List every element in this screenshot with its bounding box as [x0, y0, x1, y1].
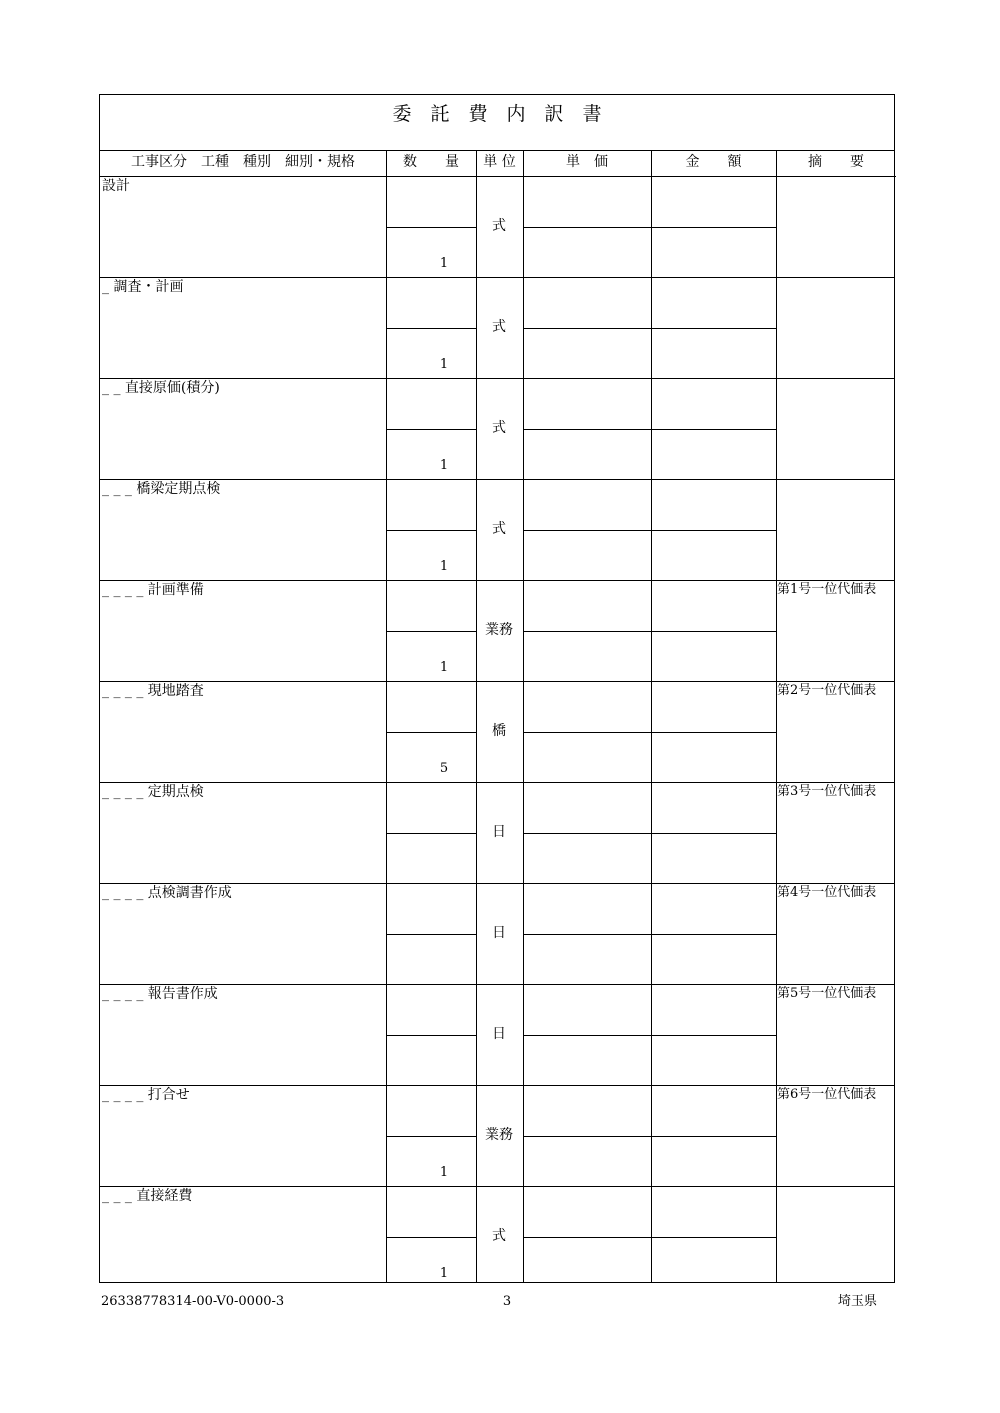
quantity-value: 1 — [439, 357, 449, 372]
remark-value: 第1号一位代価表 — [777, 582, 877, 597]
table-body — [100, 177, 894, 1282]
quantity-divider — [387, 1136, 476, 1137]
quantity-divider — [387, 1237, 476, 1238]
unit-value: 業務 — [485, 622, 513, 638]
quantity-divider — [387, 833, 476, 834]
item-name: _ _ _ _ 計画準備 — [102, 582, 204, 598]
quantity-divider — [387, 328, 476, 329]
unit-value: 式 — [492, 420, 506, 436]
table-row — [100, 884, 894, 985]
unit-value: 業務 — [485, 1127, 513, 1143]
table-row — [100, 1187, 894, 1288]
unit-value: 式 — [492, 1228, 506, 1244]
document-code: 26338778314-00-V0-0000-3 — [101, 1294, 285, 1309]
item-name: _ 調査・計画 — [102, 279, 184, 295]
header-item: 工事区分 工種 種別 細別・規格 — [100, 151, 386, 177]
table-row — [100, 985, 894, 1086]
table-row — [100, 1086, 894, 1187]
price-divider — [524, 530, 776, 531]
quantity-value: 1 — [439, 256, 449, 271]
header-quantity: 数 量 — [386, 151, 476, 177]
quantity-divider — [387, 631, 476, 632]
item-name: _ _ 直接原価(積分) — [102, 380, 220, 396]
quantity-value: 1 — [439, 458, 449, 473]
item-name: _ _ _ _ 現地踏査 — [102, 683, 204, 699]
column-divider — [651, 151, 652, 1282]
document-title: 委託費内訳書 — [392, 103, 621, 125]
table-row — [100, 480, 894, 581]
unit-value: 橋 — [492, 723, 506, 739]
price-divider — [524, 1035, 776, 1036]
table-row — [100, 177, 894, 278]
remark-value: 第6号一位代価表 — [777, 1087, 877, 1102]
price-divider — [524, 1237, 776, 1238]
price-divider — [524, 328, 776, 329]
quantity-divider — [387, 530, 476, 531]
quantity-value: 1 — [439, 660, 449, 675]
price-divider — [524, 227, 776, 228]
header-remarks: 摘 要 — [776, 151, 896, 177]
title-row — [100, 95, 894, 151]
remark-value: 第3号一位代価表 — [777, 784, 877, 799]
page-number: 3 — [502, 1294, 512, 1309]
quantity-divider — [387, 429, 476, 430]
price-divider — [524, 1136, 776, 1137]
item-name: _ _ _ _ 点検調書作成 — [102, 885, 232, 901]
header-unit-price: 単 価 — [523, 151, 651, 177]
price-divider — [524, 934, 776, 935]
unit-value: 日 — [492, 925, 506, 941]
column-divider — [386, 151, 387, 1282]
column-divider — [776, 151, 777, 1282]
unit-value: 式 — [492, 319, 506, 335]
unit-value: 日 — [492, 1026, 506, 1042]
item-name: _ _ _ _ 報告書作成 — [102, 986, 218, 1002]
table-row — [100, 278, 894, 379]
price-divider — [524, 833, 776, 834]
item-name: 設計 — [102, 178, 130, 194]
table-row — [100, 682, 894, 783]
column-divider — [523, 151, 524, 1282]
quantity-value: 1 — [439, 559, 449, 574]
unit-value: 日 — [492, 824, 506, 840]
item-name: _ _ _ 直接経費 — [102, 1188, 193, 1204]
item-name: _ _ _ _ 定期点検 — [102, 784, 204, 800]
remark-value: 第5号一位代価表 — [777, 986, 877, 1001]
table-row — [100, 783, 894, 884]
header-unit: 単 位 — [476, 151, 523, 177]
remark-value: 第2号一位代価表 — [777, 683, 877, 698]
item-name: _ _ _ _ 打合せ — [102, 1087, 190, 1103]
quantity-divider — [387, 732, 476, 733]
item-name: _ _ _ 橋梁定期点検 — [102, 481, 221, 497]
price-divider — [524, 631, 776, 632]
column-divider — [476, 151, 477, 1282]
unit-value: 式 — [492, 521, 506, 537]
quantity-divider — [387, 934, 476, 935]
price-divider — [524, 429, 776, 430]
quantity-divider — [387, 227, 476, 228]
quantity-value: 1 — [439, 1165, 449, 1180]
unit-value: 式 — [492, 218, 506, 234]
quantity-value: 5 — [439, 761, 449, 776]
remark-value: 第4号一位代価表 — [777, 885, 877, 900]
table-row — [100, 379, 894, 480]
estimate-table — [99, 94, 895, 1283]
organization-name: 埼玉県 — [838, 1294, 878, 1309]
quantity-divider — [387, 1035, 476, 1036]
table-row — [100, 581, 894, 682]
header-amount: 金 額 — [651, 151, 776, 177]
quantity-value: 1 — [439, 1266, 449, 1281]
price-divider — [524, 732, 776, 733]
